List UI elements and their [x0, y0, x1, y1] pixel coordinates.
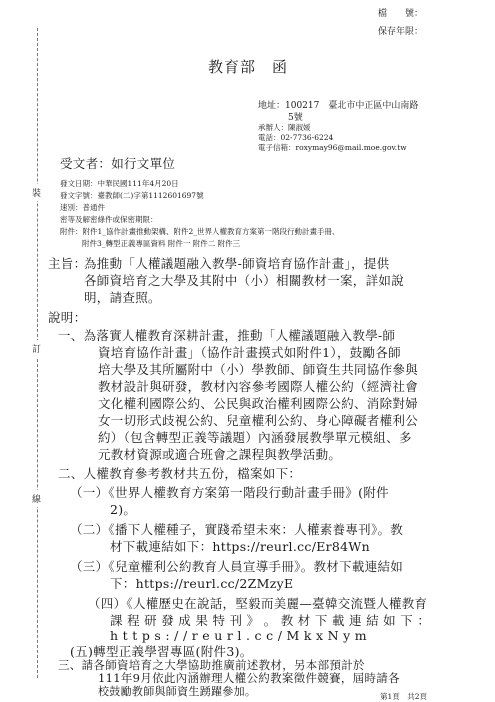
item1-line-5: 文化權利國際公約、公民與政治權利國際公約、消除對婦 — [98, 396, 419, 411]
item1-line-8: 元教材資源或適合班會之課程與教學活動。 — [98, 447, 342, 462]
item1-line-3: 培大學及其所屬附中（小）學教師、師資生共同協作參與 — [98, 362, 419, 377]
attachments-line-1: 附件：附件1_協作計畫推動架構、附件2_世界人權教育方案第一階段行動計畫手冊、 — [60, 227, 340, 236]
sub4-download-link[interactable]: h t t p s : / / r e u r l . c c / M k x N y m — [110, 628, 367, 643]
sub3-line-1: （三）《兒童權利公約教育人員宣導手冊》。教材下載連結如 — [70, 559, 404, 574]
contact-person: 承辦人：陳淑媛 — [258, 123, 311, 132]
binding-mark-xian: 線 — [32, 490, 41, 507]
item1-line-7: 約）（包含轉型正義等議題）內涵發展教學單元模組、多 — [98, 430, 412, 445]
sub4-line-2: 課 程 研 發 成 果 特 刊 》 。 教 材 下 載 連 結 如 下 ： — [110, 613, 431, 628]
subject-line-2: 各師資培育之大學及其附中（小）相關教材一案，詳如說 — [84, 273, 405, 288]
item2-text: 二、人權教育參考教材共五份，檔案如下： — [58, 466, 302, 481]
item1-line-4: 教材設計與研發，教材內容參考國際人權公約（經濟社會 — [98, 379, 419, 394]
item3-line-2: 111年9月依此內涵辦理人權公約教案徵件競賽，屆時請各 — [98, 671, 400, 685]
address-line-1: 地址：100217 臺北市中正區中山南路 — [258, 101, 419, 111]
contact-email: 電子信箱：roxymay96@mail.moe.gov.tw — [258, 143, 407, 152]
item1-line-6: 女一切形式歧視公約、兒童權利公約、身心障礙者權利公 — [98, 413, 419, 428]
sub1-line-1: （一）《世界人權教育方案第一階段行動計畫手冊》(附件 — [70, 485, 389, 500]
page-footer: 第1頁 共2頁 — [380, 692, 428, 701]
document-title: 教育部 函 — [208, 58, 289, 76]
item3-line-3: 校鼓勵教師與師資生踴躍參加。 — [98, 685, 257, 698]
recipient: 受文者：如行文單位 — [60, 156, 176, 171]
sub3-download-link[interactable]: 下：https://reurl.cc/2ZMzyE — [110, 576, 294, 591]
secret-level: 密等及解密條件或保密期限： — [60, 215, 158, 224]
attachments-line-2: 附件3_轉型正義專區資料 附件一 附件二 附件三 — [82, 239, 241, 248]
explanation-label: 說明： — [48, 310, 87, 325]
file-number-label: 檔 號： — [378, 9, 424, 19]
sub2-download-link[interactable]: 材下載連結如下：https://reurl.cc/Er84Wn — [110, 539, 370, 554]
retention-label: 保存年限： — [378, 27, 424, 37]
subject-line-1: 為推動「人權議題融入教學-師資培育協作計畫」，提供 — [84, 256, 390, 271]
sub1-line-2: 2)。 — [110, 502, 137, 517]
contact-phone: 電話：02-7736-6224 — [258, 133, 334, 142]
binding-mark-ding: 訂 — [32, 340, 41, 357]
subject-line-3: 明，請查照。 — [84, 290, 161, 305]
address-line-2: 5號 — [288, 113, 303, 123]
sub2-line-1: （二）《播下人權種子，實踐希望未來：人權素養專刊》。教 — [70, 522, 404, 537]
item3-line-1: 三、請各師資培育之大學協助推廣前述教材，另本部預計於 — [58, 658, 365, 672]
subject-label: 主旨： — [48, 256, 87, 271]
issue-date: 發文日期：中華民國111年4月20日 — [60, 179, 179, 188]
sub4-line-1: （四）《人權歷史在說話，堅毅而美麗—臺韓交流暨人權教育 — [88, 596, 428, 611]
item1-line-2: 資培育協作計畫」（協作計畫摸式如附件1），鼓勵各師 — [98, 345, 401, 360]
sub5-text: (五)轉型正義學習專區(附件3)。 — [70, 644, 253, 659]
speed: 速別：普通件 — [60, 203, 105, 212]
binding-mark-zhuang: 裝 — [32, 184, 41, 201]
item1-line-1: 一、為落實人權教育深耕計畫，推動「人權議題融入教學-師 — [58, 328, 396, 343]
issue-number: 發文字號：臺教師(二)字第1112601697號 — [60, 191, 204, 200]
